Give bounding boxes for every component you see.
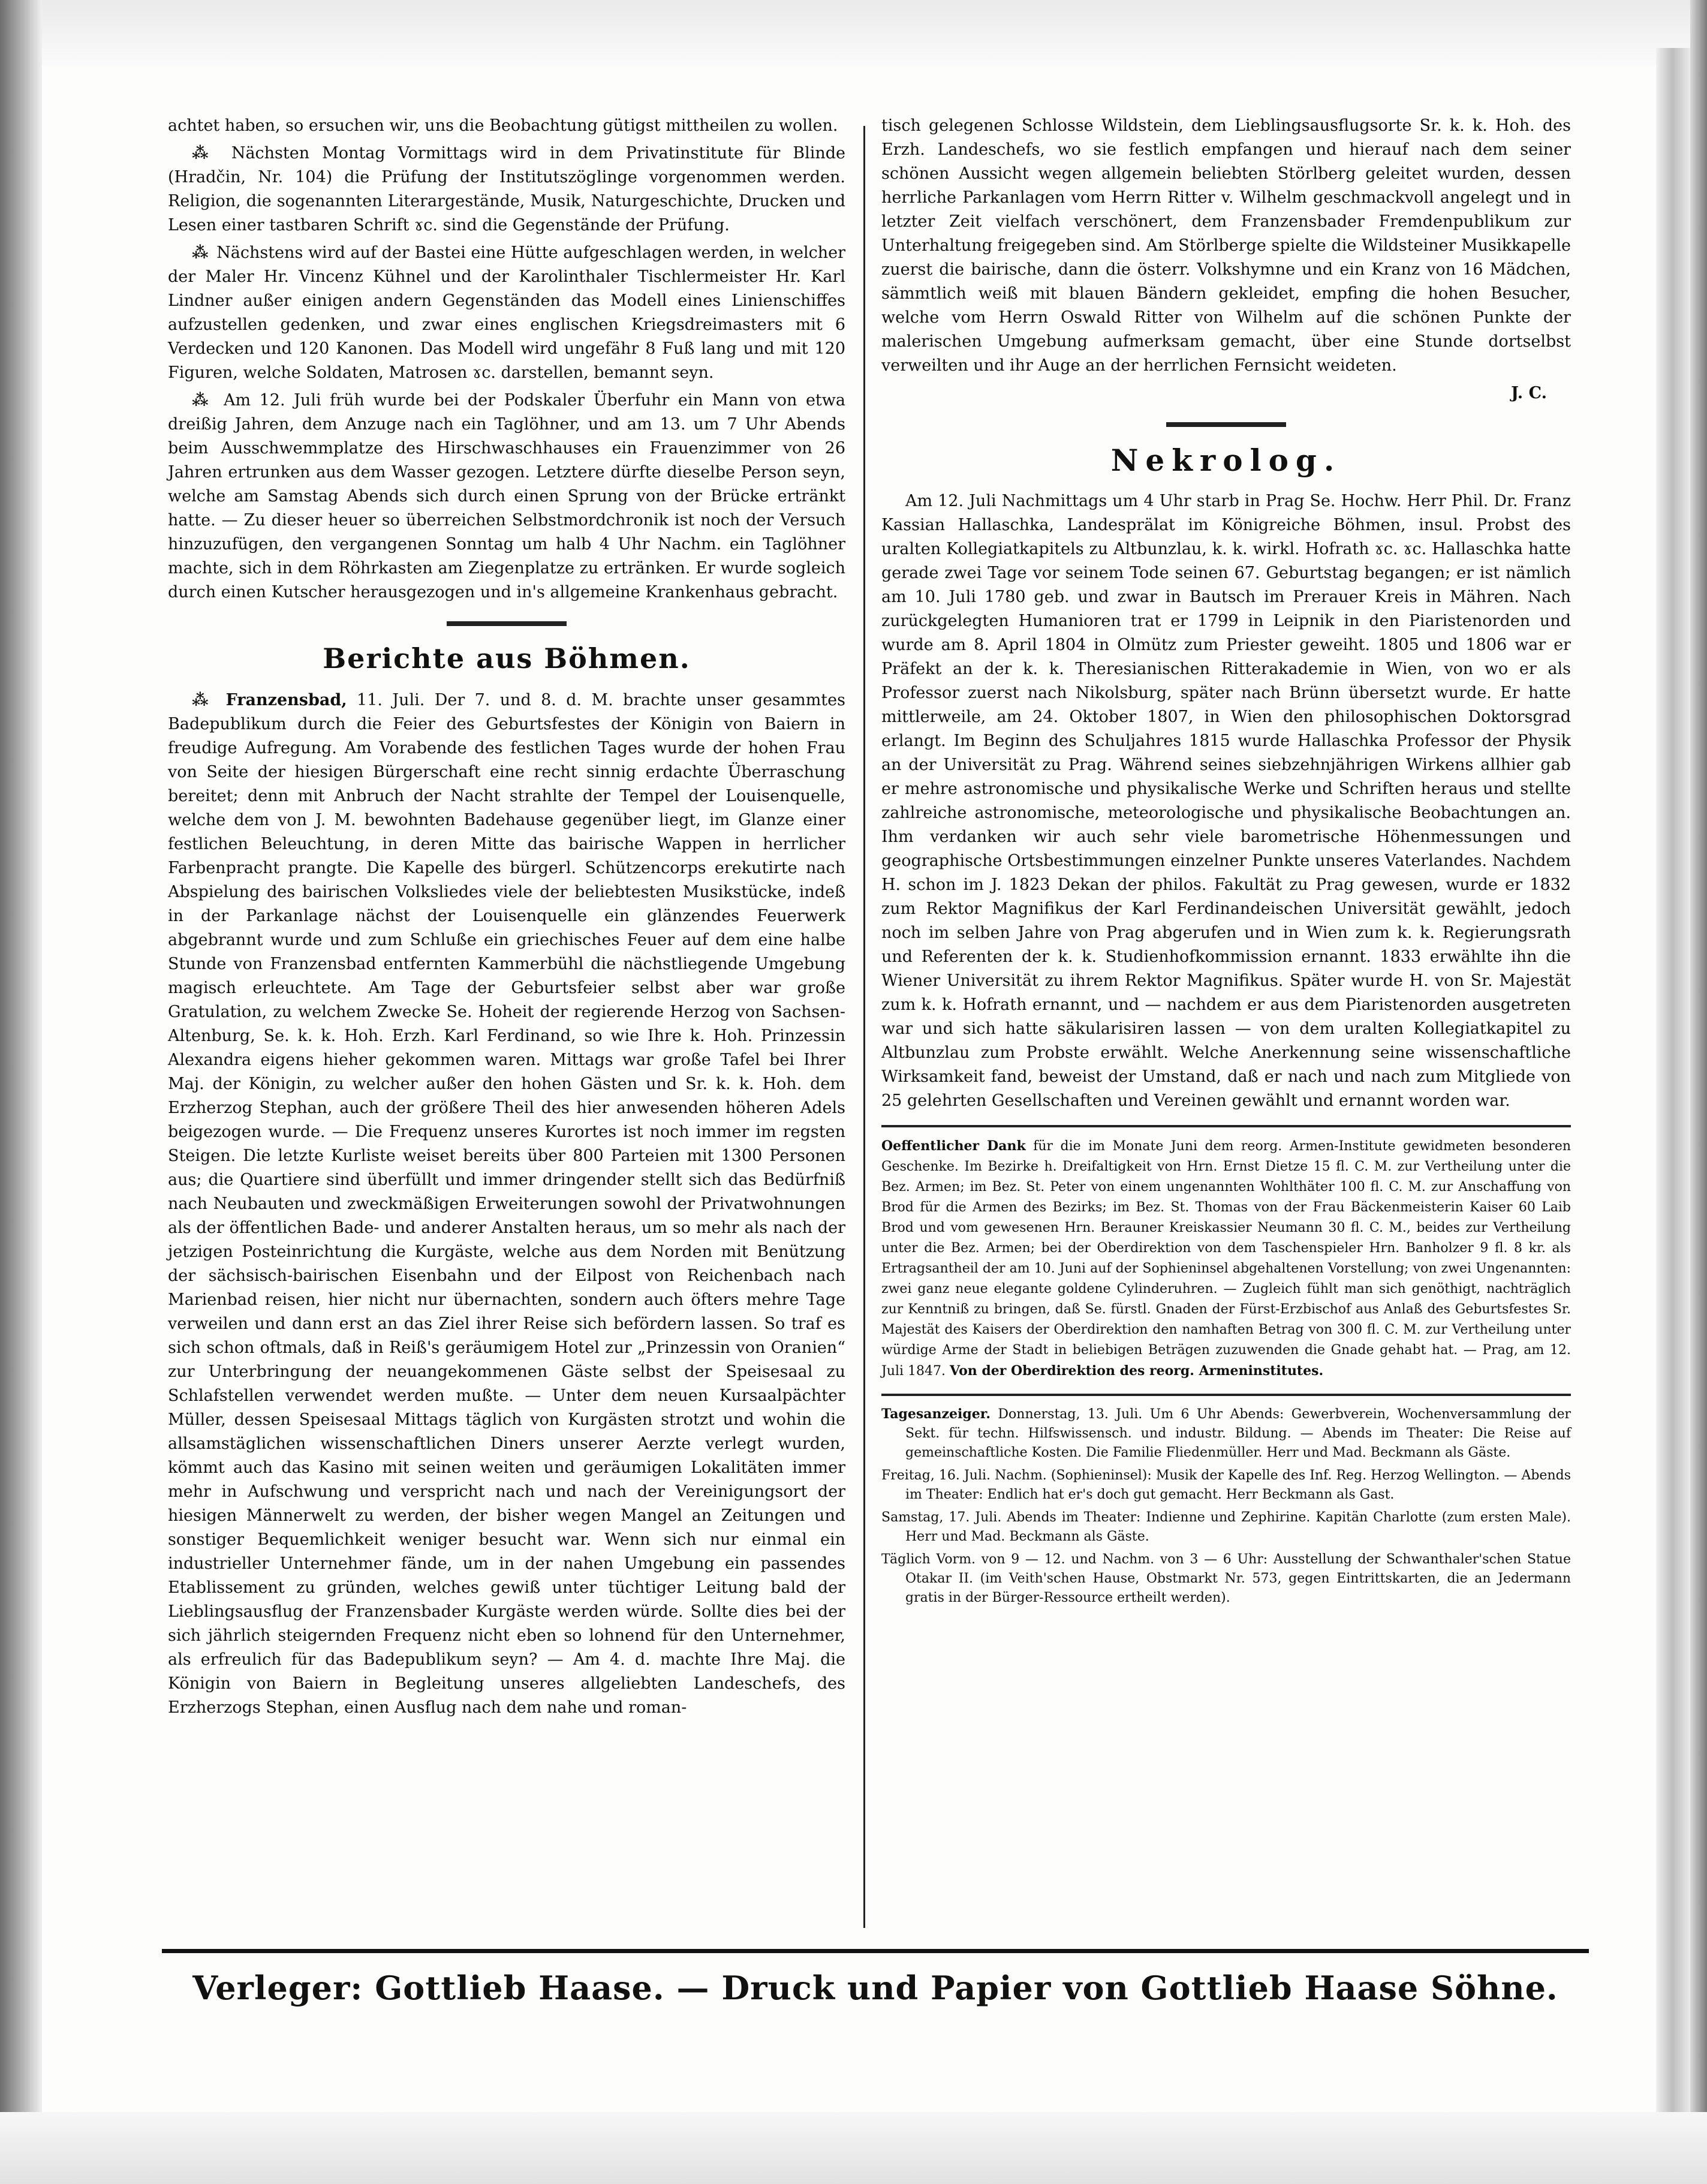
public-thanks-label: Oeffentlicher Dank [881,1138,1026,1154]
public-thanks-signoff: Von der Oberdirektion des reorg. Armeninstitutes. [950,1363,1324,1379]
section-title-bohemia: Berichte aus Böhmen. [323,642,691,675]
footer-rule [162,1949,1589,1953]
asterism-icon: ⁂ [192,691,226,709]
scan-edge-left [0,0,42,2184]
scan-edge-bottom [0,2112,1707,2184]
daily-calendar [881,1394,1571,1608]
publisher-footer [162,1964,1589,2012]
left-paragraph-2 [168,142,845,237]
asterism-icon: ⁂ [192,243,217,262]
left-column [168,114,845,1723]
article-signature: J. C. [1511,384,1547,402]
nekrolog-text: Am 12. Juli Nachmittags um 4 Uhr starb in Prag Se. Hochw. Herr Phil. Dr. Franz Kassian Hallaschka, Landesprälat im Königreiche Böhmen, insul. Probst des uralten Kollegiatkapitels zu Altbunzlau, k. k. wirkl. Hofrath ɤc. ɤc. Hallaschka hatte gerade zwei Tage vor seinem Tode seinen 67. Geburtstag begangen; er ist nämlich am 10. Juli 1780 geb. und zwar in Bautsch im Prerauer Kreis in Mähren. Nach zurückgelegten Humanioren trat er 1799 in Leipnik in den Piaristenorden und wurde am 8. April 1804 in Olmütz zum Priester geweiht. 1805 und 1806 war er Präfekt an der k. k. Theresianischen Ritterakademie in Wien, von wo er als Professor zuerst nach Nikolsburg, später nach Brünn übersetzt wurde. Er hatte mittlerweile, am 24. Oktober 1807, in Wien den philosophischen Doktorsgrad erlangt. Im Beginn des Schuljahres 1815 wurde Hallaschka Professor der Physik an der Universität zu Prag. Während seines siebzehnjährigen Wirkens allhier gab er mehre astronomische und physikalische Werke und Schriften heraus und stellte zahlreiche astronomische, meteorologische und physikalische Beobachtungen an. Ihm verdanken wir auch sehr viele barometrische Höhenmessungen und geographische Ortsbestimmungen einzelner Punkte unseres Vaterlandes. Nachdem H. schon im J. 1823 Dekan der philos. Fakultät zu Prag gewesen, wurde er 1832 zum Rektor Magnifikus der Karl Ferdinandeischen Universität gewählt, jedoch noch im selben Jahre von Prag abgerufen und in Wien zum k. k. Regierungsrath und Referenten der k. k. Studienhofkommission ernannt. 1833 erwählte ihn die Wiener Universität zu ihrem Rektor Magnifikus. Später wurde H. von Sr. Majestät zum k. k. Hofrath ernannt, und — nachdem er aus dem Piaristenorden ausgetreten war und sich hatte säkularisiren lassen — von dem uralten Kollegiatkapitel zu Altbunzlau zum Probste erwählt. Welche Anerkennung seine wissenschaftliche Wirksamkeit fand, beweist der Umstand, daß er nach und nach zum Mitgliede von 25 gelehrten Gesellschaften und Vereinen gewählt und ernannt worden war. [881,492,1571,1110]
right-continuation: tisch gelegenen Schlosse Wildstein, dem Lieblingsausflugsorte Sr. k. k. Hoh. des Erzh. Landeschefs, wo sie festlich empfangen und hierauf nach dem seiner schönen Aussicht wegen allgemein beliebten Störlberg geleitet wurden, dessen herrliche Parkanlagen vom Herrn Ritter v. Wilhelm geschmackvoll angelegt und in letzter Zeit vielfach verschönert, dem Franzensbader Fremdenpublikum zur Unterhaltung freigegeben sind. Am Störlberge spielte die Wildsteiner Musikkapelle zuerst die bairische, dann die österr. Volkshymne und ein Kranz von 16 Mädchen, sämmtlich weiß mit blauen Bändern gekleidet, empfing die hohen Besucher, welche vom Herrn Oswald Ritter von Wilhelm auf die schönen Punkte der malerischen Umgebung aufmerksam gemacht, über eine Stunde dortselbst verweilten und ihr Auge an der herrlichen Fernsicht weideten. [881,116,1571,375]
bohemia-report-text: 11. Juli. Der 7. und 8. d. M. brachte unser gesammtes Badepublikum durch die Feier des Geburtsfestes der Königin von Baiern in freudige Aufregung. Am Vorabende des festlichen Tages wurde der hohen Frau von Seite der hiesigen Bürgerschaft eine recht sinnig erdachte Überraschung bereitet; denn mit Anbruch der Nacht strahlte der Tempel der Louisenquelle, welche dem von J. M. bewohnten Badehause gegenüber liegt, im Glanze einer festlichen Beleuchtung, in deren Mitte das bairische Wappen in herrlicher Farbenpracht prangte. Die Kapelle des bürgerl. Schützencorps erekutirte nach Abspielung des bairischen Volksliedes viele der beliebtesten Musikstücke, indeß in der Parkanlage nächst der Louisenquelle ein glänzendes Feuerwerk abgebrannt wurde und zum Schluße ein griechisches Feuer auf dem eine halbe Stunde von Franzensbad entfernten Kammerbühl die nächstliegende Umgebung magisch erleuchtete. Am Tage der Geburtsfeier selbst aber war große Gratulation, zu welchem Zwecke Se. Hoheit der regierende Herzog von Sachsen-Altenburg, Se. k. k. Hoh. Erzh. Karl Ferdinand, so wie Ihre k. Hoh. Prinzessin Alexandra eigens hieher gekommen waren. Mittags war große Tafel bei Ihrer Maj. der Königin, zu welcher außer den hohen Gästen und Sr. k. k. Hoh. dem Erzherzog Stephan, auch der größere Theil des hier anwesenden höheren Adels beigezogen wurde. — Die Frequenz unseres Kurortes ist noch immer im regsten Steigen. Die letzte Kurliste weiset bereits über 800 Parteien mit 1300 Personen aus; die Quartiere sind überfüllt und immer dringender stellt sich das Bedürfniß nach Neubauten und zweckmäßigen Erweiterungen sowohl der Privatwohnungen als der öffentlichen Bade- und anderer Anstalten heraus, um so mehr als nach der jetzigen Posteinrichtung die Kurgäste, welche aus dem Norden mit Benützung der sächsisch-bairischen Eisenbahn und der Eilpost von Reichenbach nach Marienbad reisen, hier nicht nur übernachten, sondern auch öfters mehre Tage verweilen und dann erst an das Ziel ihrer Reise sich befördern lassen. So traf es sich schon oftmals, daß in Reiß's geräumigem Hotel zur „Prinzessin von Oranien“ zur Unterbringung der neuangekommenen Gäste selbst der Speisesaal zu Schlafstellen verwendet werden mußte. — Unter dem neuen Kursaalpächter Müller, dessen Speisesaal Mittags täglich von Kurgästen strotzt und wohin die allsamstäglichen wissenschaftlichen Diners unserer Aerzte verlegt wurden, kömmt auch das Kasino mit seinen weiten und geräumigen Lokalitäten immer mehr in Aufschwung und verspricht nach und nach der Vereinigungsort der hiesigen Männerwelt zu werden, der bisher wegen Mangel an Zeitungen und sonstiger Bequemlichkeit weniger besucht war. Wenn sich nur einmal ein industrieller Unternehmer fände, um in der nahen Umgebung ein passendes Etablissement zu gründen, welches gewiß unter tüchtiger Leitung bald der Lieblingsausflug der Franzensbader Kurgäste werden würde. Sollte dies bei der sich jährlich steigernden Frequenz nicht eben so lohnend für den Unternehmer, als erfreulich für das Badepublikum seyn? — Am 4. d. machte Ihre Maj. die Königin von Baiern in Begleitung unseres allgeliebten Landeschefs, des Erzherzogs Stephan, einen Ausflug nach dem nahe und roman- [168,691,845,1717]
printer-text: — Druck und Papier von Gottlieb Haase Söhne. [676,1969,1558,2007]
scan-edge-right [1690,0,1707,2184]
left-paragraph-1: achtet haben, so ersuchen wir, uns die Beobachtung gütigst mittheilen zu wollen. [168,116,838,135]
left-paragraph-4-text: Am 12. Juli früh wurde bei der Podskaler Überfuhr ein Mann von etwa dreißig Jahren, dem Anzuge nach ein Taglöhner, und am 13. um 7 Uhr Abends beim Ausschwemmplatze des Hirschwaschhauses ein Frauenzimmer von 26 Jahren ertrunken aus dem Wasser gezogen. Letztere dürfte dieselbe Person seyn, welche am Samstag Abends sich durch einen Sprung von der Brücke ertränkt hatte. — Zu dieser heuer so überreichen Selbstmordchronik ist noch der Versuch hinzuzufügen, den vergangenen Sonntag um halb 4 Uhr Nachm. ein Taglöhner machte, sich in dem Röhrkasten am Ziegenplatze zu ertränken. Er wurde sogleich durch einen Kutscher herausgezogen und in's allgemeine Krankenhaus gebracht. [168,391,845,601]
left-paragraph-4 [168,389,845,604]
asterism-icon: ⁂ [192,391,224,410]
bohemia-report [168,688,845,1720]
calendar-label: Tagesanzeiger. [881,1406,991,1422]
left-paragraph-3-text: Nächstens wird auf der Bastei eine Hütte aufgeschlagen werden, in welcher der Maler Hr. Vincenz Kühnel und der Karolinthaler Tischlermeister Hr. Karl Lindner außer einigen andern Gegenständen das Modell eines Linienschiffes aufzustellen gedenken, und zwar eines englischen Kriegsdreimasters mit 6 Verdecken und 120 Kanonen. Das Modell wird ungefähr 8 Fuß lang und mit 120 Figuren, welche Soldaten, Matrosen ɤc. darstellen, bemannt seyn. [168,243,845,382]
section-separator [1166,422,1286,427]
calendar-line-text: Donnerstag, 13. Juli. Um 6 Uhr Abends: Gewerbverein, Wochenversammlung der Sekt. für techn. Hilfswissensch. und industr. Bildung. — Abends im Theater: Die Reise auf gemeinschaftliche Kosten. Die Familie Fliedenmüller. Herr und Mad. Beckmann als Gäste. [905,1407,1571,1460]
scan-edge-top [0,0,1707,66]
calendar-line: Samstag, 17. Juli. Abends im Theater: Indienne und Zephirine. Kapitän Charlotte (zum ersten Male). Herr und Mad. Beckmann als Gäste. [881,1510,1571,1544]
section-separator [447,621,567,626]
left-paragraph-3 [168,241,845,385]
calendar-line: Täglich Vorm. von 9 — 12. und Nachm. von 3 — 6 Uhr: Ausstellung der Schwanthaler'schen Statue Otakar II. (im Veith'schen Hause, Obstmarkt Nr. 573, gegen Eintrittskarten, die an Jedermann gratis in der Bürger-Ressource ertheilt werden). [881,1552,1571,1605]
right-column [881,114,1571,1611]
left-paragraph-2-text: Nächsten Montag Vormittags wird in dem Privatinstitute für Blinde (Hradčin, Nr. 104) die Prüfung der Institutszöglinge vorgenommen werden. Religion, die sogenannten Literargeständе, Musik, Naturgeschichte, Drucken und Lesen einer tastbaren Schrift ɤc. sind die Gegenstände der Prüfung. [168,144,845,234]
public-thanks-notice [881,1125,1571,1382]
publisher-name: Gottlieb Haase. [375,1969,665,2007]
publisher-label: Verleger: [192,1969,363,2007]
calendar-line [881,1404,1571,1463]
public-thanks-paragraph [881,1136,1571,1382]
newspaper-page [114,114,1595,2093]
calendar-line: Freitag, 16. Juli. Nachm. (Sophieninsel): Musik der Kapelle des Inf. Reg. Herzog Wellington. — Abends im Theater: Endlich hat er's doch gut gemacht. Herr Beckmann als Gast. [881,1468,1571,1502]
section-title-nekrolog: Nekrolog. [1110,443,1342,478]
bohemia-place: Franzensbad, [225,691,347,709]
public-thanks-text: für die im Monate Juni dem reorg. Armen-Institute gewidmeten besonderen Geschenke. Im Bezirke h. Dreifaltigkeit von Hrn. Ernst Dietze 15 fl. C. M. zur Vertheilung unter die Bez. Armen; im Bez. St. Peter von einem ungenannten Wohlthäter 100 fl. C. M. zur Anschaffung von Brod für die Armen des Bezirks; im Bez. St. Thomas von der Frau Bäckenmeisterin Kaiser 60 Laib Brod und vom gewesenen Hrn. Berauner Kreiskassier Neumann 30 fl. C. M., beides zur Vertheilung unter die Bez. Armen; bei der Oberdirektion von dem Taschenspieler Hrn. Banholzer 9 fl. 8 kr. als Ertragsantheil der am 10. Juni auf der Sophieninsel abgehaltenen Vorstellung; von zwei Ungenannten: zwei ganz neue elegante goldene Cylinderuhren. — Zugleich fühlt man sich genöthigt, nachträglich zur Kenntniß zu bringen, daß Se. fürstl. Gnaden der Fürst-Erzbischof aus Anlaß des Geburtsfestes Sr. Majestät des Kaisers der Oberdirektion den namhaften Betrag von 300 fl. C. M. zur Vertheilung unter würdige Arme der Stadt in beliebigen Beträgen zuzuwenden die Gnade gehabt hat. — Prag, am 12. Juli 1847. [881,1139,1571,1379]
asterism-icon: ⁂ [192,144,231,163]
page-fold-shadow [1656,48,1692,2147]
column-divider [863,126,865,1928]
